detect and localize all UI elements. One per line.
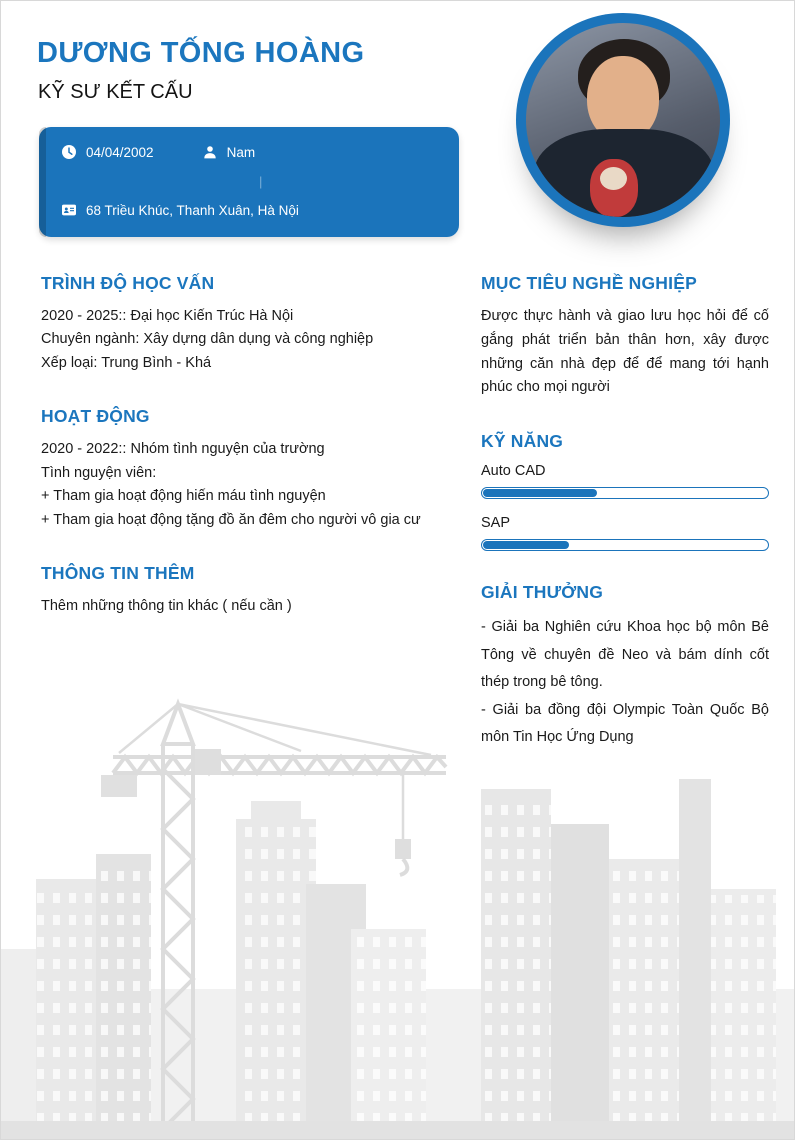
contact-info-box (39, 127, 459, 237)
education-heading: TRÌNH ĐỘ HỌC VẤN (41, 273, 215, 293)
redacted-contact-line: | (259, 173, 263, 189)
profile-photo-image (526, 23, 720, 217)
skills-heading: KỸ NĂNG (481, 431, 564, 452)
contact-row-1 (61, 140, 443, 164)
address-value: 68 Triều Khúc, Thanh Xuân, Hà Nội (86, 202, 299, 218)
address-item (61, 202, 299, 218)
activities-line: Tình nguyện viên: (41, 464, 157, 481)
activities-line: 2020 - 2022:: Nhóm tình nguyện của trường (41, 441, 325, 458)
contact-row-3 (61, 198, 443, 222)
cv-body (41, 273, 769, 783)
section-activities (41, 406, 449, 532)
activities-line: + Tham gia hoạt động hiến máu tình nguyện (41, 488, 326, 505)
dob-item (61, 144, 154, 160)
person-icon (202, 144, 218, 160)
skill-progress-track (481, 539, 769, 551)
skill-item (481, 515, 769, 551)
education-line: 2020 - 2025:: Đại học Kiến Trúc Hà Nội (41, 308, 294, 324)
education-line: Xếp loại: Trung Bình - Khá (41, 354, 212, 371)
profile-photo (516, 13, 730, 227)
gender-value: Nam (226, 144, 256, 160)
contact-row-2 (61, 169, 443, 193)
skill-name: SAP (481, 515, 511, 532)
objective-text: Được thực hành và giao lưu học hỏi để cố gắng phát triển bản thân hơn, xây được những căn nhà đẹp để để mang tới hạnh phúc cho mọi người (481, 308, 769, 396)
skill-progress-fill (483, 541, 569, 549)
section-awards (481, 582, 769, 752)
skill-item (481, 463, 769, 499)
activities-heading: HOẠT ĐỘNG (41, 406, 150, 427)
section-additional-info (41, 563, 449, 618)
skill-progress-track (481, 487, 769, 499)
section-education (41, 273, 449, 375)
job-title: KỸ SƯ KẾT CẤU (38, 81, 193, 103)
award-line: - Giải ba Nghiên cứu Khoa học bộ môn Bê Tông về chuyên đề Neo và bám dính cốt thép trong bê tông. (481, 619, 769, 691)
additional-info-line: Thêm những thông tin khác ( nếu cần ) (41, 598, 292, 615)
gender-item (202, 144, 256, 160)
candidate-name: DƯƠNG TỐNG HOÀNG (37, 37, 365, 69)
award-line: - Giải ba đồng đội Olympic Toàn Quốc Bộ môn Tin Học Ứng Dụng (481, 701, 769, 746)
section-skills (481, 431, 769, 551)
address-card-icon (61, 202, 77, 218)
skill-progress-fill (483, 489, 597, 497)
additional-info-heading: THÔNG TIN THÊM (41, 563, 195, 584)
education-line: Chuyên ngành: Xây dựng dân dụng và công nghiệp (41, 331, 374, 348)
activities-line: + Tham gia hoạt động tặng đồ ăn đêm cho người vô gia cư (41, 511, 421, 528)
awards-heading: GIẢI THƯỞNG (481, 582, 604, 603)
dob-value: 04/04/2002 (86, 144, 154, 160)
right-column (481, 273, 769, 783)
photo-plush-toy-shape (590, 159, 638, 217)
clock-icon (61, 144, 77, 160)
skill-name: Auto CAD (481, 463, 546, 480)
left-column (41, 273, 449, 783)
section-objective (481, 273, 769, 400)
objective-heading: MỤC TIÊU NGHỀ NGHIỆP (481, 273, 697, 293)
